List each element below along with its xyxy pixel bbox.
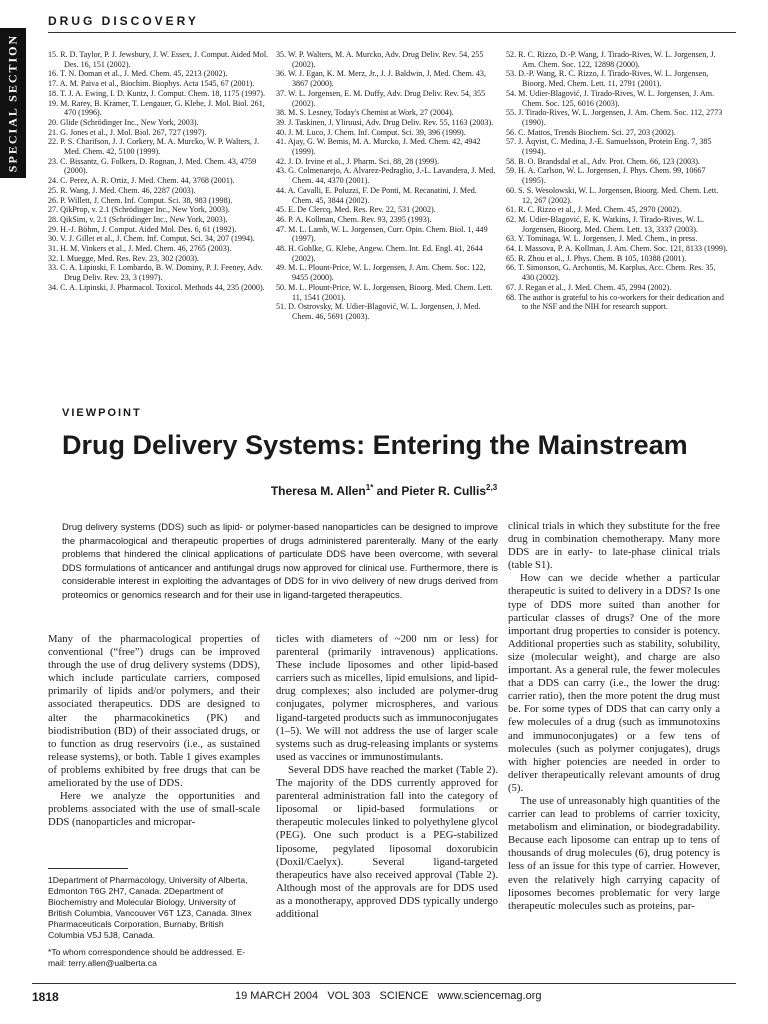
- author-affiliation-marker: 1*: [365, 483, 374, 492]
- reference-item: 25. R. Wang, J. Med. Chem. 46, 2287 (2003).: [48, 185, 196, 195]
- reference-item: 59. H. A. Carlson, W. L. Jorgensen, J. Phys. Chem. 99, 10667 (1995).: [506, 166, 706, 186]
- reference-item: 48. H. Gohlke, G. Klebe, Angew. Chem. Int. Ed. Engl. 41, 2644 (2002).: [276, 244, 483, 263]
- abstract: Drug delivery systems (DDS) such as lipid- or polymer-based nanoparticles can be designed to improve the pharmacological and therapeutic properties of drugs administered parenterally. Many of the early problems that hindered the clinical applications of particulate DDS have been overcome, with several DDS formulations of anticancer and antifungal drugs now approved for clinical use. Furthermore, there is considerable interest in exploiting the advantages of DDS for in vivo delivery of new drugs derived from proteomics or genomics research and for their use in ligand-targeted therapeutics.: [62, 521, 498, 600]
- reference-item: 24. C. Perez, A. R. Ortiz, J. Med. Chem. 44, 3768 (2001).: [48, 176, 235, 186]
- references-column-3: [506, 50, 728, 312]
- reference-item: 44. A. Cavalli, E. Poluzzi, F. De Ponti, M. Recanatini, J. Med. Chem. 45, 3844 (2002).: [276, 185, 477, 205]
- reference-item: 27. QikProp, v. 2.1 (Schrödinger Inc., New York, 2003).: [48, 205, 230, 215]
- reference-item: 67. J. Regan et al., J. Med. Chem. 45, 2994 (2002).: [506, 282, 672, 292]
- reference-item: 50. M. L. Plount-Price, W. L. Jorgensen, Bioorg. Med. Chem. Lett. 11, 1541 (2001).: [276, 282, 493, 302]
- author-name: Theresa M. Allen: [270, 484, 366, 498]
- reference-item: 61. R. C. Rizzo et al., J. Med. Chem. 45, 2970 (2002).: [506, 205, 682, 215]
- body-paragraph: Here we analyze the opportunities and problems associated with the use of small-scale DDS (nanoparticles and micropar-: [48, 790, 260, 829]
- reference-item: 38. M. S. Lesney, Today's Chemist at Work, 27 (2004).: [276, 108, 454, 118]
- reference-item: 51. D. Ostrovsky, M. Udier-Blagović, W. L. Jorgensen, J. Med. Chem. 46, 5691 (2003).: [276, 302, 481, 321]
- page-number: 1818: [32, 990, 59, 1004]
- reference-item: 32. I. Muegge, Med. Res. Rev. 23, 302 (2003).: [48, 253, 199, 263]
- body-paragraph: Several DDS have reached the market (Table 2). The majority of the DDS currently approved for parenteral administration fall into the category of liposomal or lipid-based formulations or therapeutic molecules linked to polyethylene glycol (PEG). One such product is a PEG-stabilized liposome, pegylated liposomal doxorubicin (Doxil/Caelyx). Several ligand-targeted therapeutics have also received approval (Table 2). Although most of the approvals are for DDS used as a monotherapy, approved DDS typically undergo additional: [276, 763, 498, 920]
- reference-item: 57. J. Åqvist, C. Medina, J.-E. Samuelsson, Protein Eng. 7, 385 (1994).: [506, 137, 712, 157]
- reference-item: 47. M. L. Lamb, W. L. Jorgensen, Curr. Opin. Chem. Biol. 1, 449 (1997).: [276, 224, 488, 244]
- special-section-label: SPECIAL SECTION: [5, 33, 20, 173]
- reference-item: 58. B. O. Brandsdal et al., Adv. Prot. Chem. 66, 123 (2003).: [506, 156, 700, 166]
- author-line: [0, 483, 768, 498]
- reference-item: 29. H.-J. Böhm, J. Comput. Aided Mol. Des. 6, 61 (1992).: [48, 224, 237, 234]
- body-paragraph: How can we decide whether a particular therapeutic is suited to delivery in a DDS? Is one type of DDS more suited than another for particular classes of drugs? One of the more important drug properties to consider is potency. Additional properties such as stability, solubility, size (molecular weight), and charge are also important. As a general rule, the fewer molecules that a DDS can carry (i.e., the lower the drug: carrier ratio), then the more potent the drug must be. For some types of DDS that can carry only a few molecules of a drug (such as immunotoxins and immunoconjugates) or a few tens of molecules (such as polymer conjugates), drugs with higher potencies are needed in order to deliver therapeutically relevant amounts of drug (5).: [508, 572, 720, 794]
- reference-item: 39. J. Taskinen, J. Yliruusi, Adv. Drug Deliv. Rev. 55, 1163 (2003).: [276, 117, 494, 127]
- reference-item: 56. C. Mattos, Trends Biochem. Sci. 27, 203 (2002).: [506, 127, 676, 137]
- reference-item: 42. J. D. Irvine et al., J. Pharm. Sci. 88, 28 (1999).: [276, 156, 439, 166]
- footer-citation: 19 MARCH 2004 VOL 303 SCIENCE www.sciencemag.org: [235, 990, 542, 1002]
- reference-item: 49. M. L. Plount-Price, W. L. Jorgensen, J. Am. Chem. Soc. 122, 9455 (2000).: [276, 263, 486, 283]
- references-column-1: [48, 50, 270, 293]
- body-paragraph: ticles with diameters of ~200 nm or less) for parenteral (primarily intravenous) applications. These include liposomes and other lipid-based carriers such as micelles, lipid emulsions, and lipid-drug complexes; also included are polymer-drug conjugates, polymer microspheres, and various ligand-targeted products such as immunoconjugates (1–5). We will not address the use of larger scale systems such as drug-releasing implants or systems used as vaccines or immunostimulants.: [276, 633, 498, 763]
- reference-item: 36. W. J. Egan, K. M. Merz, Jr., J. J. Baldwin, J. Med. Chem. 43, 3867 (2000).: [276, 69, 486, 89]
- author-affiliation-marker: 2,3: [486, 483, 498, 492]
- correspondence-footnote: *To whom correspondence should be addressed. E-mail: terry.allen@ualberta.ca: [48, 947, 246, 968]
- article-title: Drug Delivery Systems: Entering the Mainstream: [62, 430, 688, 460]
- reference-item: 34. C. A. Lipinski, J. Pharmacol. Toxicol. Methods 44, 235 (2000).: [48, 282, 265, 292]
- reference-item: 35. W. P. Walters, M. A. Murcko, Adv. Drug Deliv. Rev. 54, 255 (2002).: [276, 50, 484, 69]
- reference-item: 68. The author is grateful to his co-workers for their dedication and to the NSF and the NIH for research support.: [506, 292, 724, 312]
- reference-item: 31. H. M. Vinkers et al., J. Med. Chem. 46, 2765 (2003).: [48, 244, 232, 254]
- reference-item: 45. E. De Clercq, Med. Res. Rev. 22, 531 (2002).: [276, 205, 436, 215]
- author-name: Pieter R. Cullis: [401, 484, 487, 498]
- reference-item: 63. Y. Tominaga, W. L. Jorgensen, J. Med. Chem., in press.: [506, 234, 698, 244]
- reference-item: 28. QikSim, v. 2.1 (Schrödinger Inc., New York, 2003).: [48, 214, 228, 224]
- reference-item: 30. V. J. Gillet et al., J. Chem. Inf. Comput. Sci. 34, 207 (1994).: [48, 234, 255, 244]
- body-paragraph: The use of unreasonably high quantities of the carrier can lead to problems of carrier toxicity, metabolism and elimination, or biodegradability. Because each liposome can entrap up to tens of thousands of drug molecules (6), drug potency is less of an issue for this type of carrier. However, even the relatively high carrying capacity of liposomes becomes problematic for very large therapeutic molecules such as proteins, par-: [508, 794, 720, 912]
- reference-item: 43. G. Colmenarejo, A. Alvarez-Pedraglio, J.-L. Lavandera, J. Med. Chem. 44, 4370 (2001).: [276, 166, 496, 186]
- reference-item: 40. J. M. Luco, J. Chem. Inf. Comput. Sci. 39, 396 (1999).: [276, 127, 466, 137]
- reference-item: 23. C. Bissantz, G. Folkers, D. Rognan, J. Med. Chem. 43, 4759 (2000).: [48, 156, 257, 176]
- body-column-3: [508, 520, 720, 913]
- reference-item: 52. R. C. Rizzo, D.-P. Wang, J. Tirado-Rives, W. L. Jorgensen, J. Am. Chem. Soc. 122, 12898 (2000).: [506, 50, 716, 69]
- body-column-1: [48, 633, 260, 829]
- body-paragraph: clinical trials in which they substitute for the free drug in combination chemotherapy. Many more DDS are in early- to late-phase clinical trials (table S1).: [508, 520, 720, 572]
- reference-item: 37. W. L. Jorgensen, E. M. Duffy, Adv. Drug Deliv. Rev. 54, 355 (2002).: [276, 88, 486, 108]
- header-rule: [48, 32, 736, 33]
- reference-item: 66. T. Simonson, G. Archontis, M. Karplus, Acc. Chem. Res. 35, 430 (2002).: [506, 263, 716, 283]
- special-section-tab: [0, 28, 26, 178]
- footnote-rule: [48, 868, 128, 869]
- reference-item: 19. M. Rarey, B. Kramer, T. Lengauer, G. Klebe, J. Mol. Biol. 261, 470 (1996).: [48, 98, 265, 118]
- section-header: DRUG DISCOVERY: [48, 14, 199, 28]
- reference-item: 55. J. Tirado-Rives, W. L. Jorgensen, J. Am. Chem. Soc. 112, 2773 (1990).: [506, 108, 723, 127]
- reference-item: 17. A. M. Paiva et al., Biochim. Biophys. Acta 1545, 67 (2001).: [48, 79, 255, 89]
- reference-item: 16. T. N. Doman et al., J. Med. Chem. 45, 2213 (2002).: [48, 69, 228, 79]
- reference-item: 64. I. Massova, P. A. Kollman, J. Am. Chem. Soc. 121, 8133 (1999).: [506, 244, 728, 254]
- reference-item: 22. P. S. Charifson, J. J. Corkery, M. A. Murcko, W. P. Walters, J. Med. Chem. 42, 5100 (1999).: [48, 137, 260, 157]
- reference-item: 60. S. S. Wesolowski, W. L. Jorgensen, Bioorg. Med. Chem. Lett. 12, 267 (2002).: [506, 185, 719, 205]
- body-paragraph: Many of the pharmacological properties of conventional (“free”) drugs can be improved through the use of drug delivery systems (DDS), which include particulate carriers, composed primarily of lipids and/or polymers, and their associated therapeutics. DDS are designed to alter the pharmacokinetics (PK) and biodistribution (BD) of their associated drugs, or to function as drug reservoirs (i.e., as sustained release systems), or both. Table 1 gives examples of problems exhibited by free drugs that can be ameliorated by the use of DDS.: [48, 633, 260, 790]
- reference-item: 18. T. J. A. Ewing, I. D. Kuntz, J. Comput. Chem. 18, 1175 (1997).: [48, 88, 266, 98]
- reference-item: 21. G. Jones et al., J. Mol. Biol. 267, 727 (1997).: [48, 127, 207, 137]
- footnotes: [48, 875, 260, 969]
- reference-item: 15. R. D. Taylor, P. J. Jewsbury, J. W. Essex, J. Comput. Aided Mol. Des. 16, 151 (2002).: [48, 50, 269, 69]
- article-type-label: VIEWPOINT: [62, 407, 142, 419]
- reference-item: 20. Glide (Schrödinger Inc., New York, 2003).: [48, 117, 199, 127]
- reference-item: 53. D.-P. Wang, R. C. Rizzo, J. Tirado-Rives, W. L. Jorgensen, Bioorg. Med. Chem. Lett. 11, 2791 (2001).: [506, 69, 709, 89]
- footer-rule: [32, 983, 736, 984]
- references-column-2: [276, 50, 498, 322]
- body-column-2: [276, 633, 498, 921]
- reference-item: 62. M. Udier-Blagović, E. K. Watkins, J. Tirado-Rives, W. L. Jorgensen, Bioorg. Med. Chem. Lett. 13, 3337 (2003).: [506, 214, 705, 234]
- reference-item: 33. C. A. Lipinski, F. Lombardo, B. W. Dominy, P. J. Feeney, Adv. Drug Deliv. Rev. 23, 3 (1997).: [48, 263, 263, 283]
- reference-item: 54. M. Udier-Blagović, J. Tirado-Rives, W. L. Jorgensen, J. Am. Chem. Soc. 125, 6016 (2003).: [506, 88, 715, 108]
- author-separator: and: [373, 484, 402, 498]
- affiliations-footnote: 1Department of Pharmacology, University of Alberta, Edmonton T6G 2H7, Canada. 2Department of Biochemistry and Molecular Biology, University of British Columbia, Vancouver V6T 1Z3, Canada. 3Inex Pharmaceuticals Corporation, Burnaby, British Columbia V5J 5J8, Canada.: [48, 875, 252, 940]
- reference-item: 65. R. Zhou et al., J. Phys. Chem. B 105, 10388 (2001).: [506, 253, 687, 263]
- reference-item: 46. P. A. Kollman, Chem. Rev. 93, 2395 (1993).: [276, 214, 432, 224]
- reference-item: 26. P. Willett, J. Chem. Inf. Comput. Sci. 38, 983 (1998).: [48, 195, 233, 205]
- reference-item: 41. Ajay, G. W. Bemis, M. A. Murcko, J. Med. Chem. 42, 4942 (1999).: [276, 137, 481, 157]
